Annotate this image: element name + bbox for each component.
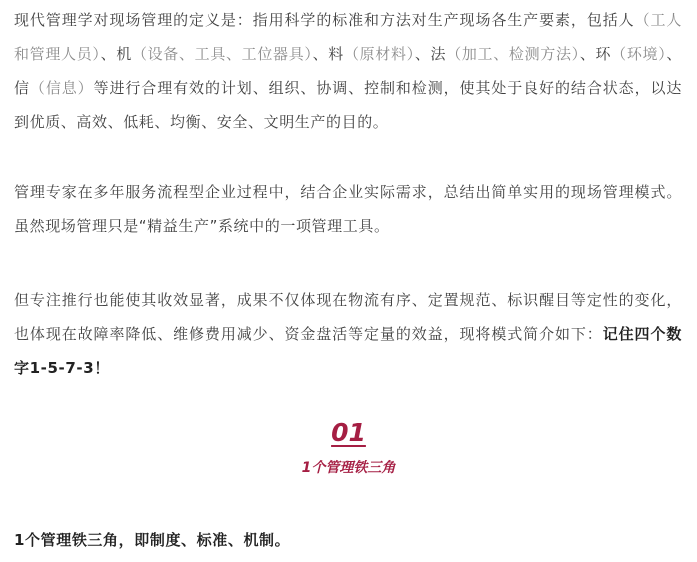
- text-segment: 、信: [14, 45, 682, 97]
- paragraph-definition: [14, 3, 682, 139]
- annotation-text: （加工、检测方法）: [446, 45, 580, 63]
- emphasis-text: 记住四个数字1-5-7-3！: [14, 325, 682, 377]
- text-segment: 、料: [312, 45, 344, 63]
- text-segment: 、环: [579, 45, 612, 63]
- paragraph-expert-summary: 管理专家在多年服务流程型企业过程中，结合企业实际需求，总结出简单实用的现场管理模式。虽然现场管理只是“精益生产”系统中的一项管理工具。: [14, 183, 682, 235]
- section-title: 1个管理铁三角: [301, 460, 396, 476]
- section-number: 01: [331, 418, 366, 447]
- paragraph-iron-triangle: 1个管理铁三角，即制度、标准、机制。: [14, 531, 291, 549]
- annotation-text: （原材料）: [343, 45, 415, 63]
- text-segment: 、机: [100, 45, 132, 63]
- annotation-text: （设备、工具、工位器具）: [131, 45, 313, 63]
- text-segment: 但专注推行也能使其收效显著，成果不仅体现在物流有序、定置规范、标识醒目等定性的变化，也体现在故障率降低、维修费用减少、资金盘活等定量的效益，现将模式简介如下：: [14, 291, 682, 343]
- text-segment: 、法: [414, 45, 447, 63]
- annotation-text: （环境）: [611, 45, 667, 63]
- annotation-text: （信息）: [29, 79, 94, 97]
- paragraph-results: [14, 283, 682, 385]
- annotation-text: （工人和管理人员）: [14, 11, 682, 63]
- text-segment: 等进行合理有效的计划、组织、协调、控制和检测，使其处于良好的结合状态，以达到优质、高效、低耗、均衡、安全、文明生产的目的。: [14, 79, 682, 131]
- text-segment: 现代管理学对现场管理的定义是：指用科学的标准和方法对生产现场各生产要素，包括人: [14, 11, 635, 29]
